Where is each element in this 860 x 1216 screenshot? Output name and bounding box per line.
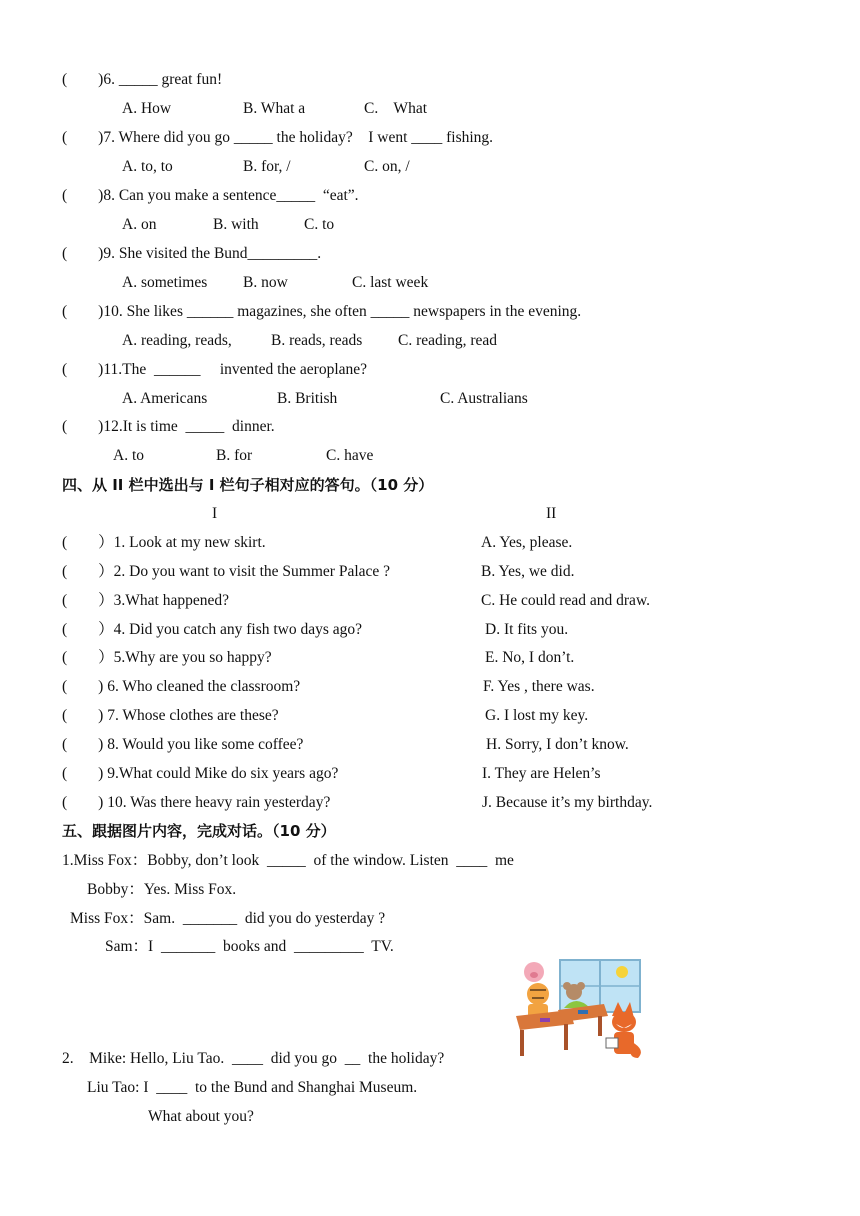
match-left-3: ( ）3.What happened? bbox=[62, 592, 229, 609]
match-left-4: ( ）4. Did you catch any fish two days ago? bbox=[62, 621, 363, 638]
q9-stem: ( )9. She visited the Bund_________. bbox=[62, 245, 322, 262]
dialogue2-line3: What about you? bbox=[148, 1108, 254, 1125]
classroom-cartoon-image bbox=[512, 958, 644, 1060]
q9-option-a: A. sometimes bbox=[122, 274, 208, 291]
q11-stem: ( )11.The ______ invented the aeroplane? bbox=[62, 361, 368, 378]
column-i-label: I bbox=[212, 505, 218, 522]
q12-option-a: A. to bbox=[113, 447, 144, 464]
match-right-i: I. They are Helen’s bbox=[482, 765, 601, 782]
match-right-c: C. He could read and draw. bbox=[481, 592, 651, 609]
part5-heading: 五、跟据图片内容，完成对话。（10 分） bbox=[62, 822, 336, 840]
match-left-5: ( ）5.Why are you so happy? bbox=[62, 649, 272, 666]
q6-stem: ( )6. _____ great fun! bbox=[62, 71, 223, 88]
q8-option-a: A. on bbox=[122, 216, 157, 233]
match-right-h: H. Sorry, I don’t know. bbox=[486, 736, 629, 753]
match-right-j: J. Because it’s my birthday. bbox=[482, 794, 653, 811]
q11-option-c: C. Australians bbox=[440, 390, 528, 407]
match-left-10: ( ) 10. Was there heavy rain yesterday? bbox=[62, 794, 331, 811]
match-right-a: A. Yes, please. bbox=[481, 534, 573, 551]
dialogue2-line2: Liu Tao: I ____ to the Bund and Shanghai Museum. bbox=[87, 1079, 418, 1096]
match-left-8: ( ) 8. Would you like some coffee? bbox=[62, 736, 304, 753]
q10-stem: ( )10. She likes ______ magazines, she often _____ newspapers in the evening. bbox=[62, 303, 582, 320]
match-right-d: D. It fits you. bbox=[485, 621, 569, 638]
q9-option-c: C. last week bbox=[352, 274, 429, 291]
q8-option-c: C. to bbox=[304, 216, 335, 233]
q10-option-c: C. reading, read bbox=[398, 332, 497, 349]
q12-option-c: C. have bbox=[326, 447, 374, 464]
q11-option-a: A. Americans bbox=[122, 390, 208, 407]
match-right-f: F. Yes , there was. bbox=[483, 678, 595, 695]
q10-option-b: B. reads, reads bbox=[271, 332, 363, 349]
q6-option-c: C. What bbox=[364, 100, 427, 117]
q7-option-b: B. for, / bbox=[243, 158, 291, 175]
q12-option-b: B. for bbox=[216, 447, 253, 464]
part4-heading: 四、从 II 栏中选出与 I 栏句子相对应的答句。（10 分） bbox=[62, 476, 434, 494]
q8-stem: ( )8. Can you make a sentence_____ “eat”. bbox=[62, 187, 359, 204]
match-left-6: ( ) 6. Who cleaned the classroom? bbox=[62, 678, 301, 695]
q8-option-b: B. with bbox=[213, 216, 259, 233]
q7-option-a: A. to, to bbox=[122, 158, 173, 175]
match-left-7: ( ) 7. Whose clothes are these? bbox=[62, 707, 279, 724]
match-left-9: ( ) 9.What could Mike do six years ago? bbox=[62, 765, 339, 782]
q6-option-b: B. What a bbox=[243, 100, 306, 117]
column-ii-label: II bbox=[546, 505, 557, 522]
match-left-2: ( ）2. Do you want to visit the Summer Palace ? bbox=[62, 563, 391, 580]
classroom-illustration bbox=[512, 958, 644, 1060]
match-right-g: G. I lost my key. bbox=[485, 707, 589, 724]
q6-option-a: A. How bbox=[122, 100, 172, 117]
dialogue1-line2: Bobby：Yes. Miss Fox. bbox=[87, 881, 237, 898]
q7-option-c: C. on, / bbox=[364, 158, 410, 175]
q9-option-b: B. now bbox=[243, 274, 288, 291]
dialogue1-line1: 1.Miss Fox：Bobby, don’t look _____ of the window. Listen ____ me bbox=[62, 852, 514, 869]
q11-option-b: B. British bbox=[277, 390, 338, 407]
q7-stem: ( )7. Where did you go _____ the holiday? I went ____ fishing. bbox=[62, 129, 494, 146]
q10-option-a: A. reading, reads, bbox=[122, 332, 232, 349]
dialogue1-line3: Miss Fox：Sam. _______ did you do yesterday ? bbox=[70, 910, 386, 927]
match-right-b: B. Yes, we did. bbox=[481, 563, 575, 580]
match-left-1: ( ）1. Look at my new skirt. bbox=[62, 534, 266, 551]
match-right-e: E. No, I don’t. bbox=[485, 649, 575, 666]
q12-stem: ( )12.It is time _____ dinner. bbox=[62, 418, 275, 435]
dialogue2-line1: 2. Mike: Hello, Liu Tao. ____ did you go __ the holiday? bbox=[62, 1050, 445, 1067]
dialogue1-line4: Sam：I _______ books and _________ TV. bbox=[105, 938, 394, 955]
